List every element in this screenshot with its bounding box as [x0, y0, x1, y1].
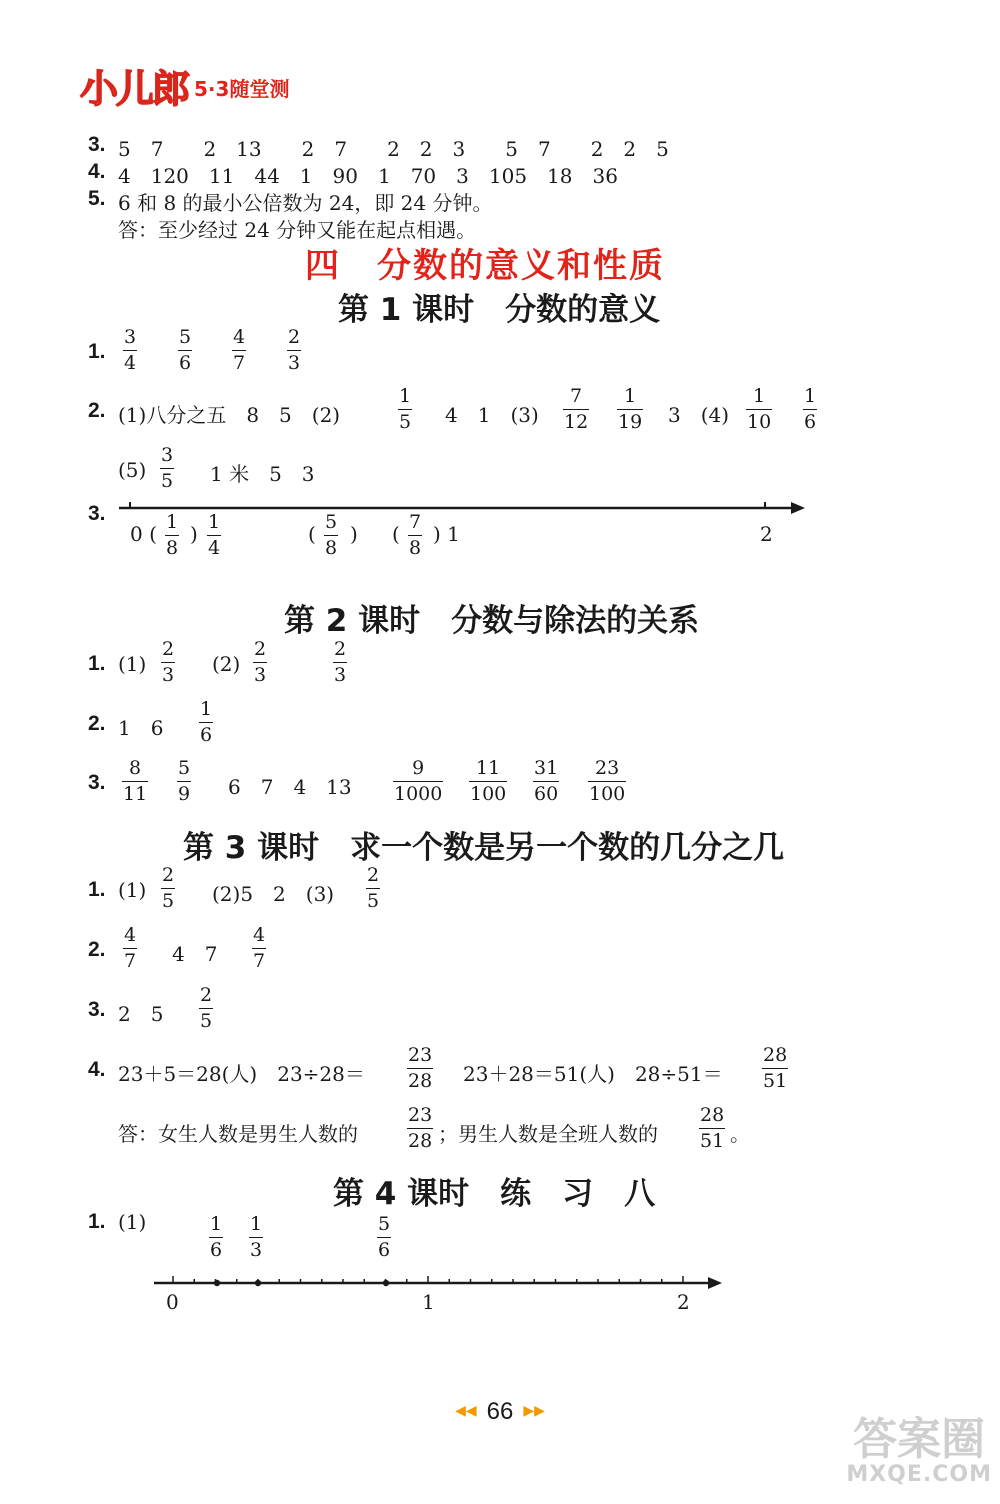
- q3-answer: 5 7 2 13 2 7 2 2 3 5 7 2 2 5: [118, 137, 669, 161]
- q5-number: 5.: [88, 187, 106, 210]
- nl2-tick-1: 1: [422, 1290, 435, 1314]
- lesson2-title: 第 2 课时 分数与除法的关系: [284, 603, 700, 639]
- fraction: $\frac{4}{7}$: [124, 924, 137, 972]
- fraction: $\frac{11}{100}$: [470, 757, 507, 805]
- l3-q4-number: 4.: [88, 1058, 106, 1081]
- nl1-open2: (: [308, 522, 316, 546]
- fraction: $\frac{23}{100}$: [589, 757, 626, 805]
- l2-q3-number: 3.: [88, 771, 106, 794]
- page-number: 66: [486, 1398, 514, 1425]
- lesson4-title: 第 4 课时 练 习 八: [333, 1176, 656, 1212]
- fraction: $\frac{2}{5}$: [200, 984, 213, 1032]
- fraction: $\frac{2}{3}$: [254, 638, 267, 686]
- fraction: $\frac{1}{6}$: [200, 698, 213, 746]
- fraction: $\frac{1}{10}$: [747, 385, 772, 433]
- l3-q1-b: (2)5 2 (3): [212, 882, 335, 906]
- fraction: $\frac{28}{51}$: [763, 1044, 788, 1092]
- q3-number: 3.: [88, 133, 106, 156]
- watermark: [846, 1414, 992, 1488]
- q4-answer: 4 120 11 44 1 90 1 70 3 105 18 36: [118, 164, 618, 188]
- nl1-open3: (: [392, 522, 400, 546]
- l2-q3-text: 6 7 4 13: [228, 775, 352, 799]
- fraction: $\frac{2}{5}$: [367, 864, 380, 912]
- l1-q2-part2: 4 1 (3): [445, 403, 539, 427]
- number-line-2: [150, 1272, 730, 1296]
- fraction: $\frac{9}{1000}$: [394, 757, 443, 805]
- series-name: 5·3随堂测: [194, 77, 290, 101]
- fraction: $\frac{2}{3}$: [288, 326, 301, 374]
- fraction: $\frac{1}{4}$: [208, 511, 221, 559]
- l1-q2-part5: (5): [118, 458, 147, 482]
- lesson3-title: 第 3 课时 求一个数是另一个数的几分之几: [183, 830, 785, 866]
- l3-q4-text1: 23＋5＝28(人) 23÷28＝: [118, 1062, 365, 1086]
- lesson1-title: 第 1 课时 分数的意义: [338, 292, 661, 328]
- l1-q2-part6: 1 米 5 3: [210, 462, 315, 486]
- l3-q1-number: 1.: [88, 878, 106, 901]
- l2-q1-number: 1.: [88, 652, 106, 675]
- fraction: $\frac{1}{19}$: [618, 385, 643, 433]
- fraction: $\frac{2}{3}$: [334, 638, 347, 686]
- fraction: $\frac{5}{6}$: [378, 1213, 391, 1261]
- nl1-close1: ): [190, 522, 198, 546]
- l1-q2-number: 2.: [88, 399, 106, 422]
- fraction: $\frac{5}{9}$: [178, 757, 191, 805]
- l2-q2-number: 2.: [88, 712, 106, 735]
- fraction: $\frac{4}{7}$: [233, 326, 246, 374]
- fraction: $\frac{1}{5}$: [399, 385, 412, 433]
- nl2-tick-0: 0: [166, 1290, 179, 1314]
- fraction: $\frac{1}{6}$: [804, 385, 817, 433]
- l3-q4-answer1: 答：女生人数是男生人数的: [118, 1122, 358, 1146]
- fraction: $\frac{23}{28}$: [408, 1044, 433, 1092]
- watermark-logo: 答案圈: [853, 1414, 986, 1465]
- l4-q1-number: 1.: [88, 1210, 106, 1233]
- fraction: $\frac{1}{3}$: [250, 1213, 263, 1261]
- l3-q4-text2: 23＋28＝51(人) 28÷51＝: [463, 1062, 723, 1086]
- nl1-close3: ) 1: [433, 522, 460, 546]
- q5-line1: 6 和 8 的最小公倍数为 24，即 24 分钟。: [118, 191, 493, 215]
- fraction: $\frac{1}{8}$: [166, 511, 179, 559]
- l3-q1-a: (1): [118, 878, 147, 902]
- chapter-title: 四 分数的意义和性质: [305, 246, 665, 286]
- fraction: $\frac{3}{4}$: [124, 326, 137, 374]
- fraction: $\frac{1}{6}$: [210, 1213, 223, 1261]
- l1-q2-part1: (1)八分之五 8 5 (2): [118, 403, 341, 427]
- l3-q4-answer3: 。: [730, 1122, 750, 1146]
- q4-number: 4.: [88, 160, 106, 183]
- fraction: $\frac{5}{6}$: [179, 326, 192, 374]
- fraction: $\frac{2}{3}$: [162, 638, 175, 686]
- fraction: $\frac{3}{5}$: [161, 444, 174, 492]
- l3-q2-number: 2.: [88, 938, 106, 961]
- fraction: $\frac{8}{11}$: [123, 757, 148, 805]
- l1-q1-number: 1.: [88, 340, 106, 363]
- next-arrows-icon: ▶▶: [523, 1402, 545, 1418]
- watermark-url: MXQE.COM: [846, 1462, 992, 1487]
- nl1-two: 2: [760, 522, 773, 546]
- fraction: $\frac{2}{5}$: [162, 864, 175, 912]
- prev-arrows-icon: ◀◀: [455, 1402, 477, 1418]
- nl1-zero: 0 (: [130, 522, 157, 546]
- l3-q2-text: 4 7: [172, 942, 218, 966]
- l4-q1-label: (1): [118, 1210, 147, 1234]
- l1-q2-part3: 3 (4): [668, 403, 730, 427]
- fraction: $\frac{23}{28}$: [408, 1104, 433, 1152]
- l3-q3-number: 3.: [88, 998, 106, 1021]
- header-logo: [80, 58, 289, 113]
- fraction: $\frac{7}{12}$: [564, 385, 589, 433]
- fraction: $\frac{31}{60}$: [534, 757, 559, 805]
- fraction: $\frac{7}{8}$: [409, 511, 422, 559]
- l2-q1-b: (2): [212, 652, 241, 676]
- fraction: $\frac{4}{7}$: [253, 924, 266, 972]
- l3-q4-answer2: ；男生人数是全班人数的: [438, 1122, 658, 1146]
- l2-q1-a: (1): [118, 652, 147, 676]
- l3-q3-text: 2 5: [118, 1002, 164, 1026]
- fraction: $\frac{28}{51}$: [700, 1104, 725, 1152]
- q5-line2: 答：至少经过 24 分钟又能在起点相遇。: [118, 218, 477, 242]
- logo-text: 小儿郎: [80, 67, 189, 111]
- l1-q3-number: 3.: [88, 502, 106, 525]
- l2-q2-text: 1 6: [118, 716, 164, 740]
- nl2-tick-2: 2: [677, 1290, 690, 1314]
- fraction: $\frac{5}{8}$: [325, 511, 338, 559]
- nl1-close2: ): [350, 522, 358, 546]
